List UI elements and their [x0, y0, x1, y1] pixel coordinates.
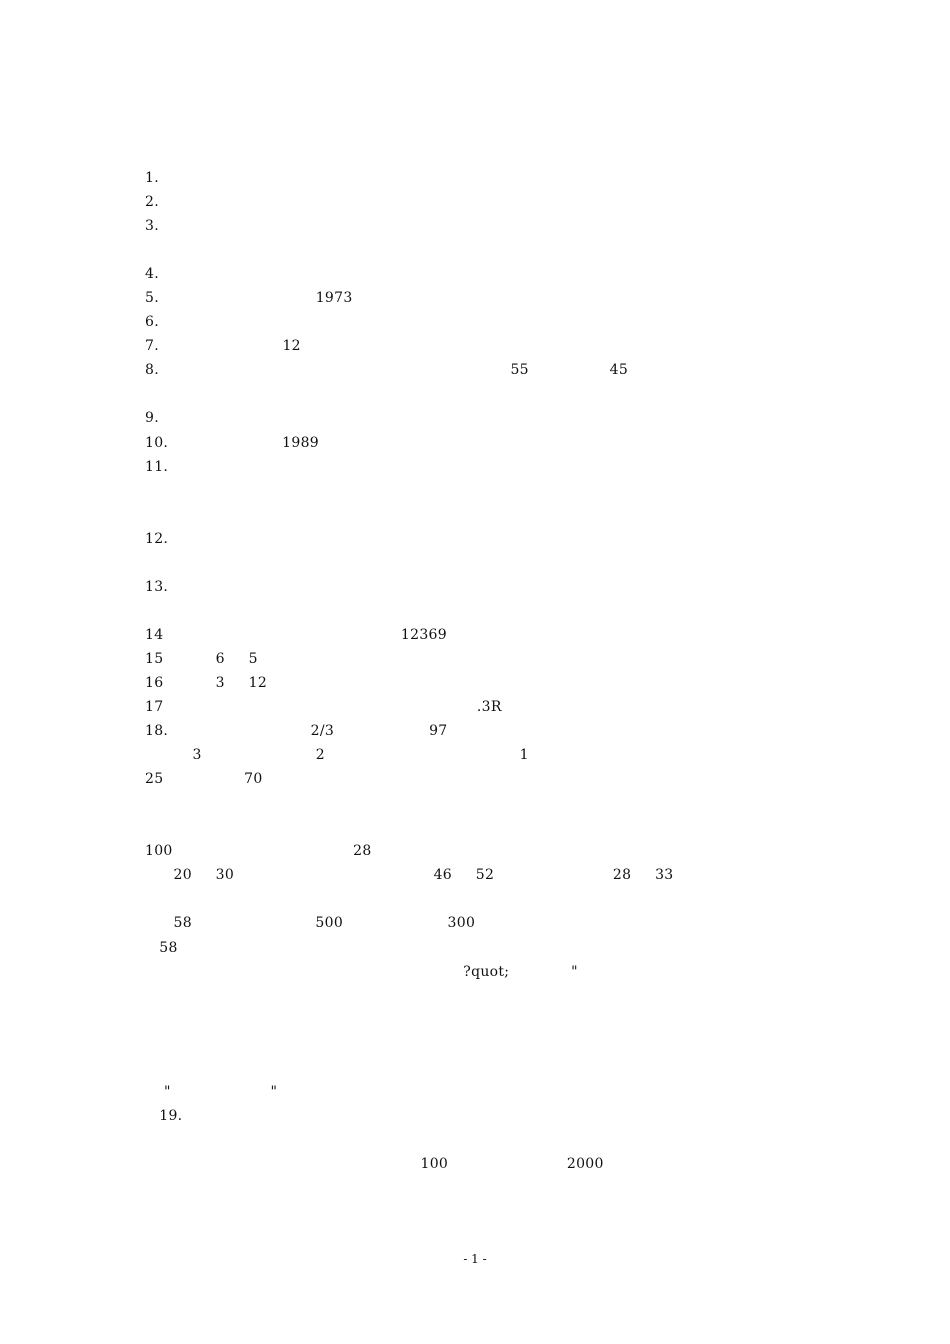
text-line: 10. 1989: [145, 434, 367, 451]
text-line: [145, 1032, 825, 1056]
text-line: ?quot; ": [145, 963, 588, 980]
document-body: [145, 166, 825, 1176]
text-line: 58 500 300: [145, 915, 647, 932]
text-line: [145, 238, 825, 262]
text-line: [145, 791, 825, 815]
text-line: 1.: [145, 170, 402, 186]
text-line: 9.: [145, 410, 368, 427]
text-line: [145, 1056, 825, 1080]
text-line: 2.: [145, 194, 411, 211]
text-line: [145, 1008, 825, 1032]
text-line: 17 .3R: [145, 699, 531, 716]
text-line: 5. 1973: [145, 290, 401, 307]
text-line: 7. 12: [145, 338, 482, 355]
text-line: 6.: [145, 314, 387, 331]
text-line: [145, 479, 825, 503]
text-line: [145, 984, 825, 1008]
text-line: " ": [145, 1083, 491, 1100]
text-line: 3.: [145, 218, 402, 235]
page-number: - 1 -: [463, 1252, 487, 1266]
text-line: 8. 55 45: [145, 362, 629, 379]
text-line: 18. 2/3 97: [145, 723, 562, 740]
text-line: 14 12369: [145, 626, 447, 643]
text-line: [145, 1128, 825, 1152]
text-line: [145, 599, 825, 623]
text-line: [145, 551, 825, 575]
text-line: 4.: [145, 266, 349, 283]
text-line: 12.: [145, 530, 473, 547]
text-line: 25 70: [145, 771, 610, 788]
text-line: 3 2 1: [145, 747, 586, 764]
text-line: 100 28: [145, 843, 619, 860]
text-line: 19.: [145, 1107, 487, 1124]
text-line: 16 3 12: [145, 674, 325, 691]
text-line: 20 30 46 52 28 33: [145, 867, 674, 884]
text-line: [145, 503, 825, 527]
text-line: [145, 382, 825, 406]
text-line: 15 6 5: [145, 650, 339, 667]
text-line: 100 2000: [145, 1155, 609, 1172]
text-line: 13.: [145, 578, 468, 595]
text-line: [145, 887, 825, 911]
text-line: 58: [145, 939, 587, 956]
text-line: 11.: [145, 458, 473, 475]
text-line: [145, 815, 825, 839]
